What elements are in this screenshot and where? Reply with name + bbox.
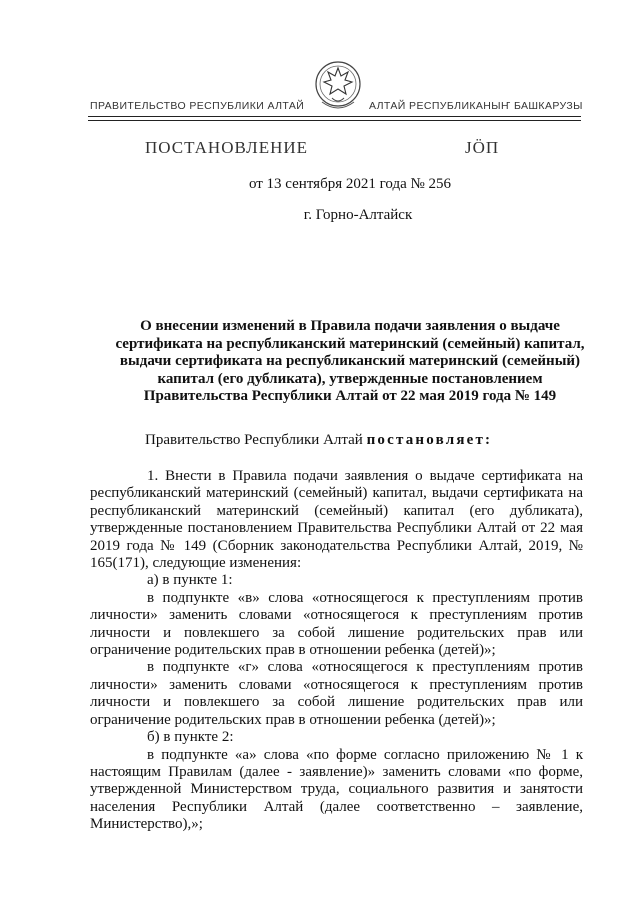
coat-of-arms-icon — [312, 58, 364, 114]
document-body — [90, 468, 583, 834]
header-divider — [88, 116, 581, 117]
document-title: О внесении изменений в Правила подачи заявления о выдаче сертификата на республиканский материнский (семейный) капитал, выдачи сертификата на республиканский материнский (семейный) капитал (его дубликата), утвержденные постановлением Правительства Республики Алтай от 22 мая 2019 года № 149 — [115, 318, 585, 405]
doc-type-altai: ЈӦП — [465, 138, 500, 157]
org-name-russian: ПРАВИТЕЛЬСТВО РЕСПУБЛИКИ АЛТАЙ — [90, 100, 305, 112]
paragraph: в подпункте «г» слова «относящегося к преступлениям против личности» заменить словами «относящегося к преступлениям против личности и повлекшего за собой лишение родительских прав или ограничение родительских прав в отношении ребенка (детей)»; — [90, 659, 583, 728]
preamble-subject: Правительство Республики Алтай — [145, 432, 363, 448]
document-city: г. Горно-Алтайск — [303, 207, 413, 223]
preamble — [145, 432, 492, 449]
paragraph: 1. Внести в Правила подачи заявления о выдаче сертификата на республиканский материнский (семейный) капитал, выдачи сертификата на республиканский материнский (семейный) капитал (его дубликата), утвержденные постановлением Правительства Республики Алтай от 22 мая 2019 года № 149 (Сборник законодательства Республики Алтай, 2019, № 165(171), следующие изменения: — [90, 468, 583, 572]
document-date-number: от 13 сентября 2021 года № 256 — [248, 176, 452, 192]
paragraph: а) в пункте 1: — [147, 572, 233, 589]
header-divider-thin — [88, 120, 581, 121]
preamble-verb: постановляет: — [366, 432, 493, 448]
paragraph: б) в пункте 2: — [147, 729, 234, 746]
paragraph: в подпункте «а» слова «по форме согласно приложению № 1 к настоящим Правилам (далее - заявление)» заменить словами «по форме, утвержденной Министерством труда, социального развития и занятости населения Республики Алтай (далее соответственно – заявление, Министерство),»; — [90, 746, 583, 833]
paragraph: в подпункте «в» слова «относящегося к преступлениям против личности» заменить словами «относящегося к преступлениям против личности и повлекшего за собой лишение родительских прав или ограничение родительских прав в отношении ребенка (детей)»; — [90, 589, 583, 659]
doc-type-russian: ПОСТАНОВЛЕНИЕ — [145, 138, 309, 157]
org-name-altai: АЛТАЙ РЕСПУБЛИКАНЫҤ БАШКАРУЗЫ — [369, 100, 583, 112]
